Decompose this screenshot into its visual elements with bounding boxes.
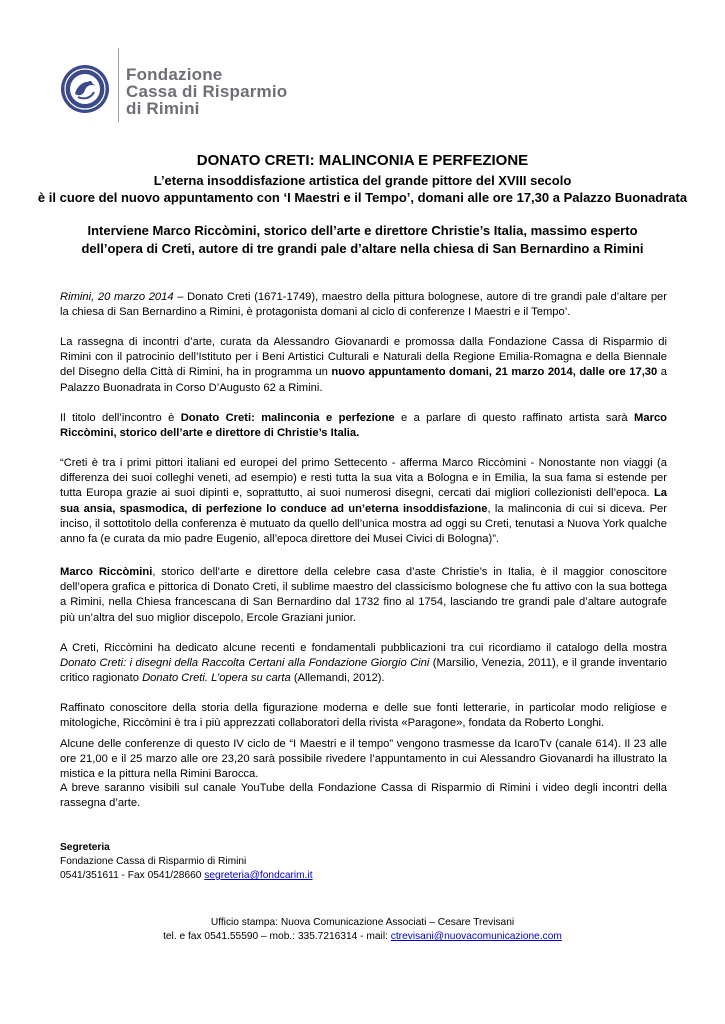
- segreteria-heading: Segreteria: [60, 842, 110, 853]
- riccomini-name: Marco Riccòmini: [60, 566, 153, 578]
- logo-wordmark: [126, 66, 287, 117]
- paragraph-riccomini: [60, 565, 667, 626]
- footer-email-link[interactable]: ctrevisani@nuovacomunicazione.com: [390, 931, 562, 942]
- publications-text-3: (Allemandi, 2012).: [290, 672, 385, 685]
- paragraph-publications: [60, 641, 667, 687]
- segreteria-block: [60, 841, 313, 883]
- rassegna-text: La rassegna di incontri d’arte, curata da Alessandro Giovanardi e promossa dalla Fondazione Cassa di Risparmio di Rimini con il patrocinio dell’Istituto per i Beni Artistici Culturali e Naturali della Regione Emilia-Romagna e della Biennale del Disegno della Città di Rimini, ha in programma un: [60, 336, 667, 379]
- paragraph-intro: [60, 290, 667, 320]
- youtube-text: A breve saranno visibili sul canale YouTube della Fondazione Cassa di Risparmio di Rimini i video degli incontri della rassegna d’arte.: [60, 782, 667, 810]
- page-title: DONATO CRETI: MALINCONIA E PERFEZIONE: [196, 152, 529, 169]
- rassegna-bold: nuovo appuntamento domani, 21 marzo 2014, dalle ore 17,30: [331, 366, 658, 379]
- segreteria-email-link[interactable]: segreteria@fondcarim.it: [204, 870, 313, 881]
- footer-line-2: tel. e fax 0541.55590 – mob.: 335.7216314 - mail:: [163, 931, 391, 942]
- quote-text-2: , la malinconia di cui si diceva. Per inciso, il sottotitolo della conferenza è mutuato da quello dell’unica mostra ad oggi su Creti, tenutasi a Nuova York qualche anno fa (e curata da mio padre Eugenio, all’epoca direttore dei Musei Civici di Bologna)”.: [60, 502, 667, 546]
- paragraph-title-incontro: [60, 411, 667, 441]
- publication-title-1: Donato Creti: i disegni della Raccolta Certani alla Fondazione Giorgio Cini: [60, 657, 430, 670]
- subtitle-3: Interviene Marco Riccòmini, storico dell’arte e direttore Christie’s Italia, massimo esperto dell’opera di Creti, autore di tre grandi pale d’altare nella chiesa di San Bernardino a Rimini: [81, 223, 644, 256]
- paragraph-paragone: [60, 701, 667, 731]
- footer-line-1: Ufficio stampa: Nuova Comunicazione Associati – Cesare Trevisani: [210, 917, 515, 928]
- logo-line-1: Fondazione: [126, 65, 223, 84]
- intro-text: – Donato Creti (1671-1749), maestro della pittura bolognese, autore di tre grandi pale d’altare per la chiesa di San Bernardino a Rimini, è protagonista domani al ciclo di conferenze I Maestri e il Tempo’.: [60, 291, 667, 319]
- dateline: Rimini, 20 marzo 2014: [60, 291, 174, 303]
- segreteria-org: Fondazione Cassa di Risparmio di Rimini: [60, 856, 247, 867]
- incontro-bold-2: Marco Riccòmini, storico dell’arte e direttore di Christie’s Italia.: [60, 412, 667, 440]
- publications-text: A Creti, Riccòmini ha dedicato alcune recenti e fondamentali pubblicazioni tra cui ricordiamo il catalogo della mostra: [60, 642, 667, 654]
- quote-text: “Creti è tra i primi pittori italiani ed europei del primo Settecento - afferma Marco Riccòmini - Nonostante non viaggi (a differenza dei suoi colleghi veneti, ad esempio) e resti tutta la sua vita a Bologna e in Emilia, la sua fama si estende per tutta Europa grazie ai suoi dipinti e, soprattutto, ai suoi numerosi disegni, cercati dai migliori collezionisti dell’epoca.: [60, 457, 667, 500]
- publications-text-2: (Marsilio, Venezia, 2011), e il grande inventario critico ragionato: [60, 657, 667, 685]
- paragraph-youtube: [60, 781, 667, 811]
- logo-divider: [118, 48, 119, 122]
- publication-title-2: Donato Creti. L’opera su carta: [142, 672, 291, 685]
- paragraph-rassegna: [60, 335, 667, 396]
- paragraph-icarotv: [60, 737, 667, 783]
- paragraph-quote: [60, 456, 667, 547]
- logo-line-3: di Rimini: [126, 99, 200, 118]
- logo-line-2: Cassa di Risparmio: [126, 82, 288, 101]
- icarotv-text: Alcune delle conferenze di questo IV ciclo de “I Maestri e il tempo” vengono trasmesse da IcaroTv (canale 614). Il 23 alle ore 21,00 e il 25 marzo alle ore 23,20 sarà possibile rivedere l’appuntamento in cui Alessandro Giovanardi ha illustrato la mistica e la pittura nella Rimini Barocca.: [60, 738, 667, 781]
- riccomini-text: , storico dell’arte e direttore della celebre casa d’aste Christie’s in Italia, è il maggior conoscitore dell’opera grafica e pittorica di Donato Creti, il sublime maestro del classicismo bolognese che fu attivo con la sua bottega a Rimini, nella Chiesa francescana di San Bernardino dal 1732 fino al 1754, lasciando tre grandi pale d’altare autografe più un’altra del suo miglior discepolo, Ercole Graziani junior.: [60, 566, 667, 624]
- foundation-seal-icon: [60, 64, 110, 114]
- subtitle-2: è il cuore del nuovo appuntamento con ‘I Maestri e il Tempo’, domani alle ore 17,30 a Palazzo Buonadrata: [37, 190, 688, 205]
- incontro-text-2: e a parlare di questo raffinato artista sarà: [394, 412, 635, 424]
- subtitle-1: L’eterna insoddisfazione artistica del grande pittore del XVIII secolo: [153, 173, 572, 188]
- rassegna-text-2: a Palazzo Buonadrata in Corso D’Augusto 62 a Rimini.: [60, 366, 667, 394]
- incontro-text: Il titolo dell’incontro è: [60, 412, 181, 424]
- incontro-bold-1: Donato Creti: malinconia e perfezione: [180, 412, 395, 424]
- paragone-text: Raffinato conoscitore della storia della figurazione moderna e delle sue fonti letterarie, in particolar modo religiose e mitologiche, Riccòmini è tra i più apprezzati collaboratori della rivista «Paragone», fondata da Roberto Longhi.: [60, 702, 667, 730]
- segreteria-phone: 0541/351611 - Fax 0541/28660: [60, 870, 205, 881]
- quote-bold: La sua ansia, spasmodica, di perfezione lo conduce ad un’eterna insoddisfazione: [60, 487, 667, 515]
- foundation-logo: [60, 46, 320, 126]
- press-office-footer: [0, 916, 725, 944]
